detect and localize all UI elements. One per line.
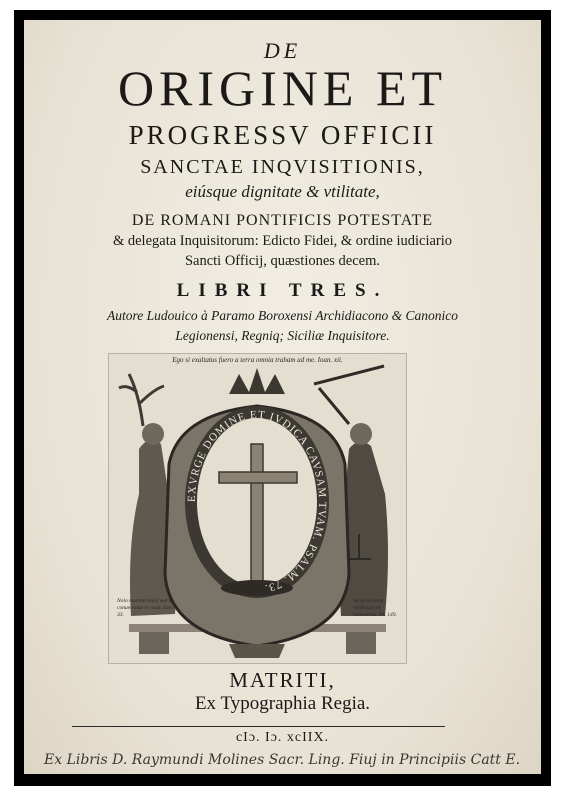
right-figure-head bbox=[350, 423, 372, 445]
left-plinth bbox=[139, 632, 169, 654]
title-de: DE bbox=[263, 38, 302, 63]
imprint-printer: Ex Typographia Regia. bbox=[194, 693, 371, 714]
author-office-line: Legionensi, Regniq; Siciliæ Inquisitore. bbox=[175, 328, 390, 343]
olive-branch-icon bbox=[119, 374, 164, 426]
ring-inscription: EXVRGE DOMINE ET IVDICA CAVSAM TVAM. PSALM. 73. bbox=[185, 408, 329, 595]
manuscript-ownership-note: Ex Libris D. Raymundi Molines Sacr. Ling. Fiuj in Principiis Catt E. bbox=[44, 752, 521, 768]
title-sanctae: SANCTAE INQVISITIONIS, bbox=[140, 156, 425, 178]
ribbon bbox=[229, 644, 285, 658]
imprint-city: MATRITI, bbox=[229, 668, 336, 692]
cross-vertical bbox=[251, 444, 263, 584]
left-figure-head bbox=[142, 423, 164, 445]
imprint-date: cIɔ. Iɔ. xcIIX. bbox=[235, 730, 330, 745]
sword-icon bbox=[314, 366, 384, 424]
imprint-rule bbox=[72, 726, 445, 727]
subtitle-romani: DE ROMANI PONTIFICIS POTESTATE bbox=[131, 212, 434, 229]
book-page-frame bbox=[14, 10, 551, 786]
libri-tres: LIBRI TRES. bbox=[176, 280, 389, 301]
right-plinth bbox=[346, 632, 376, 654]
cross-horizontal bbox=[219, 472, 297, 483]
title-progressu: PROGRESSV OFFICII bbox=[128, 120, 437, 150]
subtitle-eiusque: eiúsque dignitate & vtilitate, bbox=[185, 182, 380, 201]
author-line: Autore Ludouico à Paramo Boroxensi Archidiacono & Canonico bbox=[106, 308, 459, 323]
engraving-emblem bbox=[108, 353, 407, 664]
title-origine: ORIGINE ET bbox=[117, 60, 448, 116]
crown-icon bbox=[229, 368, 285, 394]
subtitle-sancti: Sancti Officij, quæstiones decem. bbox=[184, 253, 381, 269]
caption-right: Ad faciendam vindictam in nationibus. Ps. 149. bbox=[353, 598, 397, 618]
motto-top: Ego si exaltatus fuero a terra omnia traham ad me. Ioan. xii. bbox=[172, 356, 343, 364]
title-page bbox=[24, 20, 541, 774]
subtitle-delegata: & delegata Inquisitorum: Edicto Fidei, & ordine iudiciario bbox=[112, 233, 453, 249]
caption-left: Nolo mortem impij sed ut conuertatur et viuat. Eze. 33. bbox=[117, 598, 173, 618]
